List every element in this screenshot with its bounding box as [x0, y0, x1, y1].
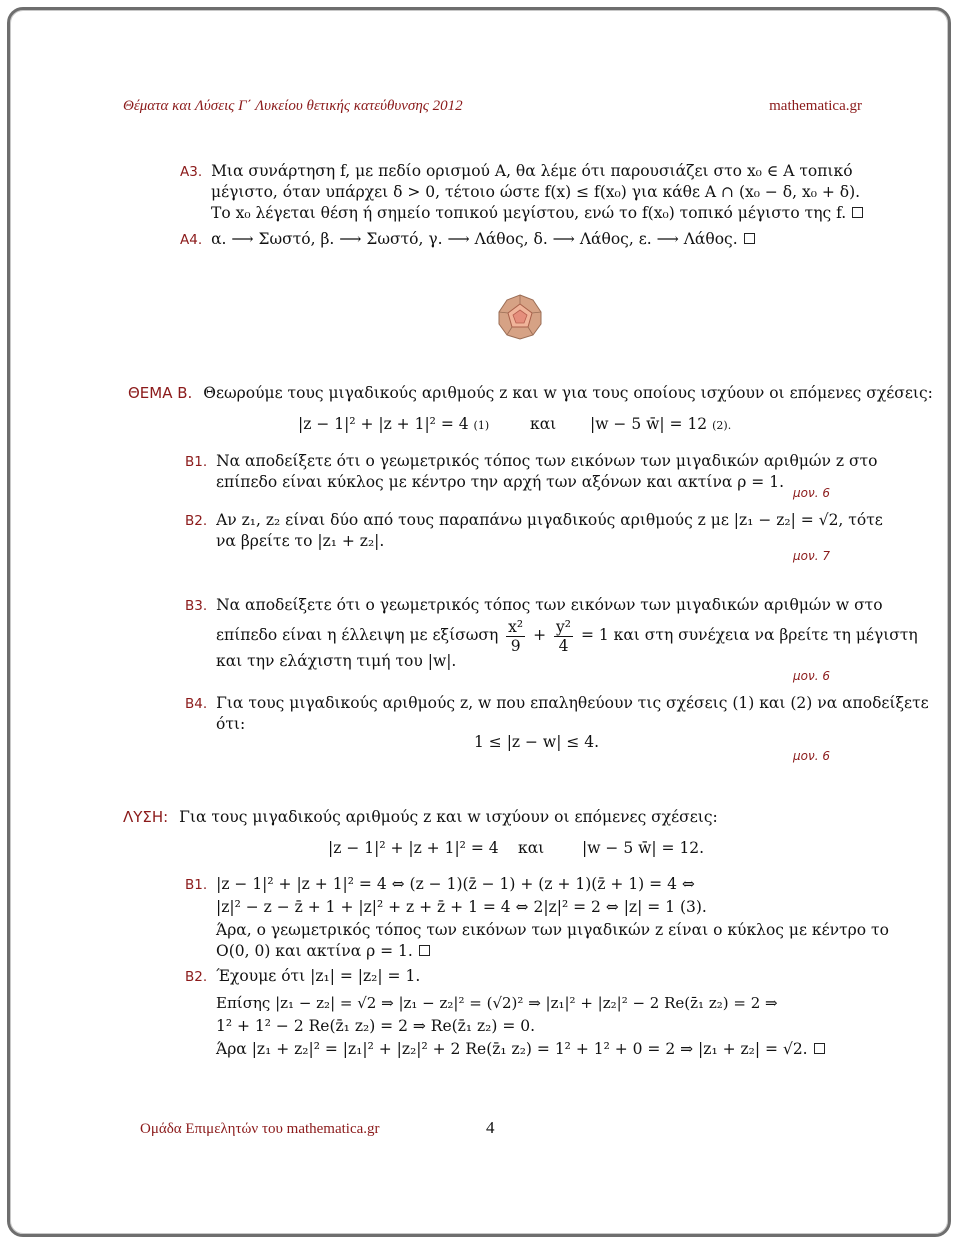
- a3-line-1: [180, 161, 853, 182]
- a3-line-2: μέγιστο, όταν υπάρχει δ > 0, τέτοιο ώστε f(x) ≤ f(x₀) για κάθε A ∩ (x₀ − δ, x₀ + δ).: [211, 183, 861, 201]
- thema-b-and: και: [530, 415, 557, 433]
- qed-square-icon: [814, 1043, 825, 1054]
- thema-b-eq1: [298, 414, 489, 436]
- sol-b2-line-4: [216, 1039, 825, 1059]
- a4-line: [180, 229, 755, 250]
- frac-y-num: y²: [556, 617, 571, 636]
- b2-label: B2.: [185, 513, 208, 529]
- frac-x-den: 9: [510, 636, 521, 655]
- b4-marks: μον. 6: [793, 749, 830, 763]
- a3-label: A3.: [180, 164, 203, 180]
- page-number: 4: [486, 1118, 495, 1137]
- b3-label: B3.: [185, 598, 208, 614]
- a3-text-3: Το x₀ λέγεται θέση ή σημείο τοπικού μεγίστου, ενώ το f(x₀) τοπικό μέγιστο της f.: [211, 204, 847, 222]
- b3-line-3: και την ελάχιστη τιμή του |w|.: [216, 652, 457, 670]
- thema-b-intro: [128, 383, 933, 403]
- solution-eq2: |w − 5 w̄| = 12.: [582, 839, 705, 857]
- sol-b1-line-2: |z|² − z − z̄ + 1 + |z|² + z + z̄ + 1 = 4 ⇔ 2|z|² = 2 ⇔ |z| = 1 (3).: [216, 898, 707, 916]
- b2-line-1: [185, 510, 883, 531]
- frac-x-num: x²: [508, 617, 524, 636]
- qed-square-icon: [744, 233, 755, 244]
- eq1-tag: (1): [473, 419, 490, 432]
- frac-y-den: 4: [558, 636, 569, 655]
- a4-label: A4.: [180, 232, 203, 248]
- b4-label: B4.: [185, 696, 208, 712]
- b1-marks: μον. 6: [793, 486, 830, 500]
- thema-b-eq2: [590, 414, 731, 436]
- b4-inequality: 1 ≤ |z − w| ≤ 4.: [474, 733, 600, 751]
- b3-line-2: [216, 616, 918, 655]
- fraction-x: [506, 618, 525, 655]
- solution-and: και: [518, 839, 545, 857]
- footer-credit: Ομάδα Επιμελητών του mathematica.gr: [140, 1121, 380, 1137]
- eq1: |z − 1|² + |z + 1|² = 4: [298, 415, 469, 433]
- b3-line-1: [185, 595, 883, 616]
- b4-text-1: Για τους μιγαδικούς αριθμούς z, w που επαληθεύουν τις σχέσεις (1) και (2) να αποδείξετε: [216, 694, 929, 712]
- thema-b-text: Θεωρούμε τους μιγαδικούς αριθμούς z και w για τους οποίους ισχύουν οι επόμενες σχέσεις:: [203, 384, 933, 402]
- a3-text-1: Μια συνάρτηση f, με πεδίο ορισμού A, θα λέμε ότι παρουσιάζει στο x₀ ∈ A τοπικό: [211, 162, 853, 180]
- sol-b2-line-3: 1² + 1² − 2 Re(z̄₁ z₂) = 2 ⇒ Re(z̄₁ z₂) = 0.: [216, 1017, 536, 1035]
- b2-line-2: να βρείτε το |z₁ + z₂|.: [216, 532, 385, 550]
- sol-b1-line-3: Άρα, ο γεωμετρικός τόπος των εικόνων των μιγαδικών z είναι ο κύκλος με κέντρο το: [216, 921, 889, 939]
- fraction-y: [554, 618, 573, 655]
- header-title: Θέματα και Λύσεις Γ΄ Λυκείου θετικής κατεύθυνσης 2012: [123, 98, 463, 114]
- sol-b1-line-1: [185, 874, 695, 895]
- eq2: |w − 5 w̄| = 12: [590, 415, 708, 433]
- b2-text-1: Αν z₁, z₂ είναι δύο από τους παραπάνω μιγαδικούς αριθμούς z με |z₁ − z₂| = √2, τότε: [216, 511, 883, 529]
- qed-square-icon: [419, 945, 430, 956]
- sol-b1-text-1: |z − 1|² + |z + 1|² = 4 ⇔ (z − 1)(z̄ − 1) + (z + 1)(z̄ + 1) = 4 ⇔: [216, 875, 695, 893]
- b2-marks: μον. 7: [793, 549, 830, 563]
- b1-text-1: Να αποδείξετε ότι ο γεωμετρικός τόπος των εικόνων των μιγαδικών αριθμών z στο: [216, 452, 878, 470]
- b3-text-1: Να αποδείξετε ότι ο γεωμετρικός τόπος των εικόνων των μιγαδικών αριθμών w στο: [216, 596, 883, 614]
- b1-line-1: [185, 451, 877, 472]
- b3-text-2b: = 1 και στη συνέχεια να βρείτε τη μέγιστη: [580, 626, 918, 644]
- solution-intro: [123, 807, 718, 827]
- sol-b1-text-4: O(0, 0) και ακτίνα ρ = 1.: [216, 942, 413, 960]
- a4-text: α. ⟶ Σωστό, β. ⟶ Σωστό, γ. ⟶ Λάθος, δ. ⟶ Λάθος, ε. ⟶ Λάθος.: [211, 230, 738, 248]
- solution-eq1: |z − 1|² + |z + 1|² = 4: [328, 839, 499, 857]
- eq2-tag: (2).: [712, 419, 732, 432]
- b3-marks: μον. 6: [793, 669, 830, 683]
- thema-b-label: ΘΕΜΑ Β.: [128, 384, 193, 402]
- sol-b2-text-1: Έχουμε ότι |z₁| = |z₂| = 1.: [216, 967, 421, 985]
- solution-label: ΛΥΣΗ:: [123, 808, 169, 826]
- sol-b1-line-4: [216, 941, 430, 961]
- sol-b2-line-1: [185, 966, 420, 987]
- dodecahedron-emblem-icon: [496, 293, 544, 341]
- b1-label: B1.: [185, 454, 208, 470]
- header-site: mathematica.gr: [769, 98, 862, 114]
- b1-line-2: επίπεδο είναι κύκλος με κέντρο την αρχή των αξόνων και ακτίνα ρ = 1.: [216, 473, 785, 491]
- sol-b1-label: B1.: [185, 877, 208, 893]
- b4-line-2: ότι:: [216, 715, 246, 733]
- sol-b2-line-2: Επίσης |z₁ − z₂| = √2 ⇒ |z₁ − z₂|² = (√2)² ⇒ |z₁|² + |z₂|² − 2 Re(z̄₁ z₂) = 2 ⇒: [216, 994, 778, 1012]
- page-frame: [7, 7, 951, 1237]
- plus-sign: +: [533, 626, 547, 644]
- solution-text: Για τους μιγαδικούς αριθμούς z και w ισχύουν οι επόμενες σχέσεις:: [179, 808, 718, 826]
- b3-text-2a: επίπεδο είναι η έλλειψη με εξίσωση: [216, 626, 499, 644]
- a3-line-3: [211, 203, 863, 223]
- sol-b2-text-4: Άρα |z₁ + z₂|² = |z₁|² + |z₂|² + 2 Re(z̄₁ z₂) = 1² + 1² + 0 = 2 ⇒ |z₁ + z₂| = √2.: [216, 1040, 808, 1058]
- b4-line-1: [185, 693, 929, 714]
- qed-square-icon: [852, 207, 863, 218]
- sol-b2-label: B2.: [185, 969, 208, 985]
